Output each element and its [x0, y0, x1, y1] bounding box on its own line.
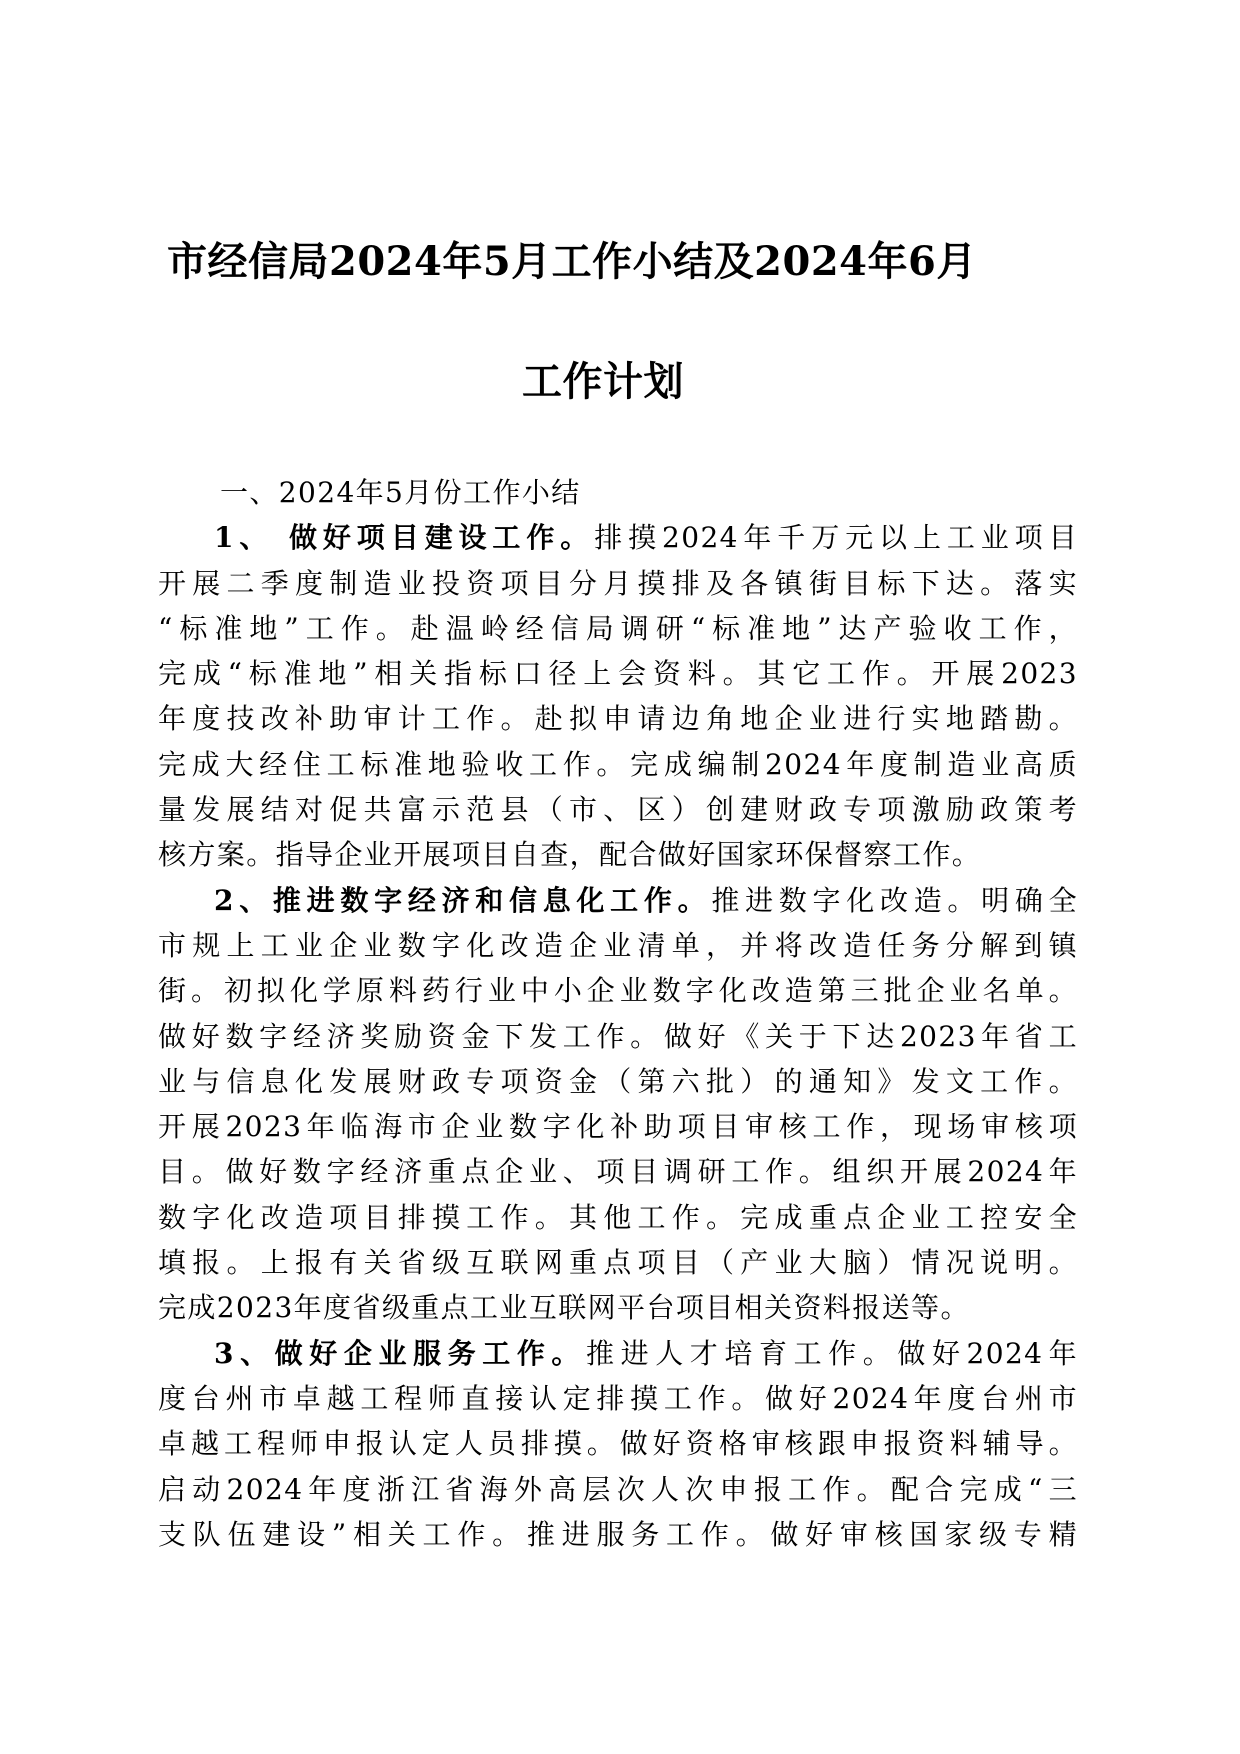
paragraph-3-lead: 3、做好企业服务工作。 [214, 1336, 587, 1370]
paragraph-2-line: 市规上工业企业数字化改造企业清单，并将改造任务分解到镇 [158, 928, 1078, 962]
paragraph-3-line-1 [158, 1331, 1078, 1376]
paragraph-2-line: 业与信息化发展财政专项资金（第六批）的通知》发文工作。 [158, 1064, 1078, 1098]
paragraph-1-line: “标准地”工作。赴温岭经信局调研“标准地”达产验收工作， [158, 611, 1078, 645]
paragraph-1-line: 年度技改补助审计工作。赴拟申请边角地企业进行实地踏勘。 [158, 702, 1078, 736]
document-body [158, 470, 1078, 1557]
paragraph-2-line: 开展2023年临海市企业数字化补助项目审核工作，现场审核项 [158, 1110, 1078, 1144]
paragraph-3-line: 卓越工程师申报认定人员排摸。做好资格审核跟申报资料辅导。 [158, 1427, 1078, 1461]
paragraph-2-line: 填报。上报有关省级互联网重点项目（产业大脑）情况说明。 [158, 1246, 1078, 1280]
paragraph-1-line: 核方案。指导企业开展项目自查，配合做好国家环保督察工作。 [158, 838, 982, 872]
paragraph-3-text: 推进人才培育工作。做好2024年 [586, 1336, 1078, 1370]
paragraph-1-line: 开展二季度制造业投资项目分月摸排及各镇街目标下达。落实 [158, 566, 1078, 600]
paragraph-1-line: 完成大经住工标准地验收工作。完成编制2024年度制造业高质 [158, 747, 1078, 781]
paragraph-1-text: 排摸2024年千万元以上工业项目 [594, 521, 1078, 555]
paragraph-2-line: 数字化改造项目排摸工作。其他工作。完成重点企业工控安全 [158, 1200, 1078, 1234]
paragraph-2-lead: 2、推进数字经济和信息化工作。 [214, 883, 712, 917]
section-heading: 一、2024年5月份工作小结 [220, 476, 581, 509]
paragraph-1-lead: 1、 做好项目建设工作。 [214, 521, 595, 555]
document-title-line-2: 工作计划 [522, 358, 684, 405]
paragraph-3-line: 支队伍建设”相关工作。推进服务工作。做好审核国家级专精 [158, 1517, 1078, 1551]
paragraph-1-line: 量发展结对促共富示范县（市、区）创建财政专项激励政策考 [158, 793, 1078, 827]
paragraph-2-text: 推进数字化改造。明确全 [711, 883, 1078, 917]
paragraph-2-line: 完成2023年度省级重点工业互联网平台项目相关资料报送等。 [158, 1291, 970, 1325]
paragraph-2-line: 目。做好数字经济重点企业、项目调研工作。组织开展2024年 [158, 1155, 1078, 1189]
paragraph-2-line-1 [158, 878, 1078, 923]
paragraph-3-line: 度台州市卓越工程师直接认定排摸工作。做好2024年度台州市 [158, 1381, 1078, 1415]
paragraph-1-line: 完成“标准地”相关指标口径上会资料。其它工作。开展2023 [158, 657, 1078, 691]
paragraph-2-line: 做好数字经济奖励资金下发工作。做好《关于下达2023年省工 [158, 1019, 1078, 1053]
paragraph-2-line: 街。初拟化学原料药行业中小企业数字化改造第三批企业名单。 [158, 974, 1078, 1008]
paragraph-1-line-1 [158, 515, 1078, 560]
paragraph-3-line: 启动2024年度浙江省海外高层次人次申报工作。配合完成“三 [158, 1472, 1078, 1506]
document-title-line-1: 市经信局2024年5月工作小结及2024年6月 [167, 238, 977, 285]
